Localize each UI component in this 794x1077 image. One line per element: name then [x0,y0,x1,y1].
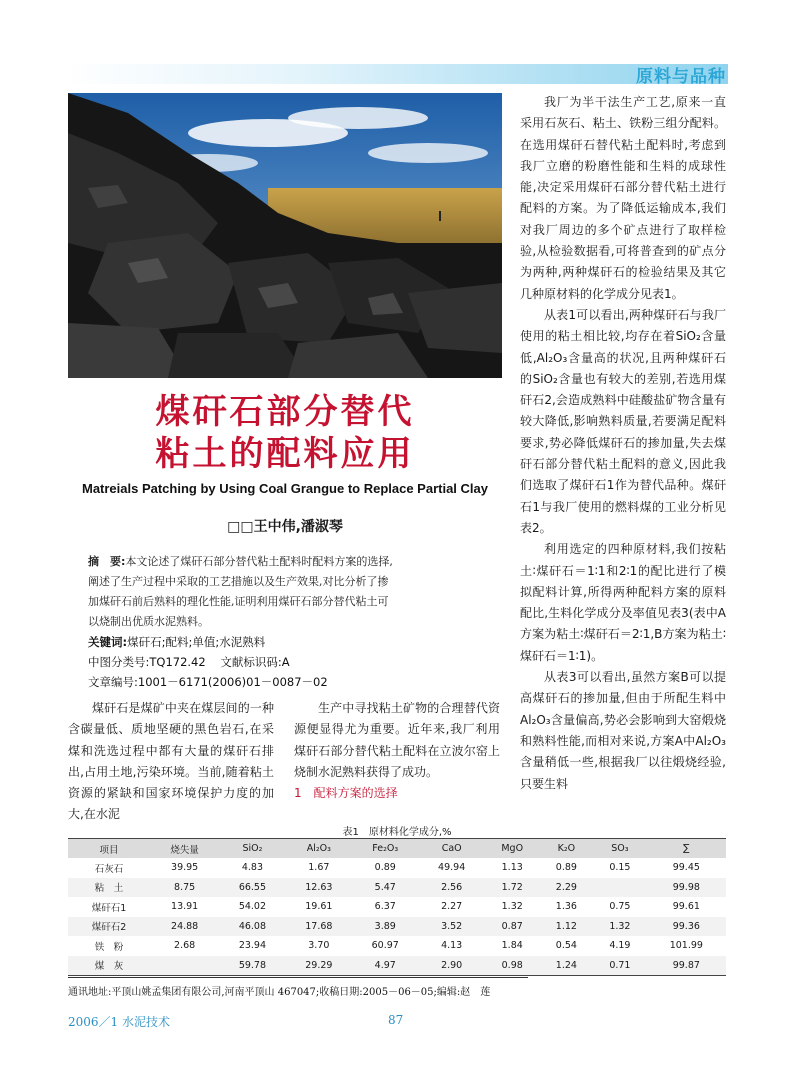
paragraph: 利用选定的四种原材料,我们按粘土∶煤矸石＝1∶1和2∶1的配比进行了模拟配料计算,所得两种配料方案的原料配比,生料化学成分及率值见表3(表中A方案为粘土∶煤矸石＝2∶1,B方案为粘土∶煤矸石＝1∶1)。 [520,542,726,663]
table-row [68,858,726,878]
table-cell: 1.32 [593,917,647,937]
paragraph: 我厂为半干法生产工艺,原来一直采用石灰石、粘土、铁粉三组分配料。在选用煤矸石替代粘土配料时,考虑到我厂立磨的粉磨性能和生料的成球性能,决定采用煤矸石部分替代粘土进行配料的方案。为了降低运输成本,我们对我厂周边的多个矿点进行了取样检验,从检验数据看,可将普查到的矿点分为两种,两种煤矸石的检验结果及其它几种原材料的化学成分见表1。 [520,95,726,301]
table-cell: 1.24 [540,956,594,976]
body-column-middle [294,698,500,804]
section-header: 原料与品种 [636,67,726,87]
table-cell: 1.72 [485,878,540,898]
table-header-cell: CaO [418,839,484,859]
table-cell: 101.99 [647,936,726,956]
table-cell: 99.61 [647,897,726,917]
table-cell: 19.61 [286,897,352,917]
publication-info: 2006／1 水泥技术 [68,1015,170,1029]
abstract-line: 加煤矸石前后熟料的理化性能,证明利用煤矸石部分替代粘土可 [88,595,389,608]
article-number-value: 1001－6171(2006)01－0087－02 [137,675,328,689]
table-row [68,878,726,898]
table-header-cell: SiO₂ [219,839,285,859]
page-number: 87 [388,1013,404,1027]
table-row [68,917,726,937]
table-cell: 煤矸石2 [68,917,150,937]
header-bar [64,64,728,84]
table-header-cell: Al₂O₃ [286,839,352,859]
table-cell: 0.15 [593,858,647,878]
table-cell: 2.68 [150,936,219,956]
table-cell [150,956,219,976]
classification-label: 中图分类号: [88,655,150,669]
body-column-left [68,698,274,826]
table-cell: 4.83 [219,858,285,878]
table-cell: 46.08 [219,917,285,937]
table-cell: 0.54 [540,936,594,956]
table-cell: 1.84 [485,936,540,956]
table-caption: 表1 原材料化学成分,% [342,827,452,838]
table-cell: 石灰石 [68,858,150,878]
table-header-cell: 项目 [68,839,150,859]
table-cell: 4.97 [352,956,418,976]
table-row [68,936,726,956]
table-cell: 23.94 [219,936,285,956]
table-cell: 1.67 [286,858,352,878]
table-cell: 3.89 [352,917,418,937]
table-header-cell: MgO [485,839,540,859]
table-cell: 59.78 [219,956,285,976]
table-header-cell: K₂O [540,839,594,859]
table-cell [593,878,647,898]
classification [88,652,494,672]
table-cell: 99.36 [647,917,726,937]
abstract-label: 摘 要: [88,555,126,568]
article-number-label: 文章编号: [88,675,138,689]
doc-code-label: 文献标识码: [220,655,282,669]
table-cell: 39.95 [150,858,219,878]
table-cell: 0.87 [485,917,540,937]
table-cell: 4.19 [593,936,647,956]
table-cell: 29.29 [286,956,352,976]
section-heading: 1 配料方案的选择 [294,786,398,801]
paragraph: 生产中寻找粘土矿物的合理替代资源便显得尤为重要。近年来,我厂利用煤矸石部分替代粘土配料在立波尔窑上烧制水泥熟料获得了成功。 [294,701,500,779]
table-cell: 99.87 [647,956,726,976]
table-cell: 1.13 [485,858,540,878]
table-cell: 煤矸石1 [68,897,150,917]
authors: □□王中伟,潘淑琴 [227,519,343,535]
table-cell: 17.68 [286,917,352,937]
table-cell: 0.89 [352,858,418,878]
table-cell: 3.70 [286,936,352,956]
table-cell: 0.75 [593,897,647,917]
keywords-value: 煤矸石;配料;单值;水泥熟料 [127,635,266,649]
table-cell: 54.02 [219,897,285,917]
footnote-divider [68,977,528,978]
title-line-2: 粘土的配料应用 [155,434,415,474]
paragraph: 从表1可以看出,两种煤矸石与我厂使用的粘土相比较,均存在着SiO₂含量低,Al₂O₃含量高的状况,且两种煤矸石的SiO₂含量也有较大的差别,若选用煤矸石2,会造成熟料中硅酸盐矿物含量有较大降低,影响熟料质量,若要满足配料要求,势必降低煤矸石的掺加量,失去煤矸石部分替代粘土配料的意义,因此我们选取了煤矸石1作为替代品种。煤矸石1与我厂使用的燃料煤的工业分析见表2。 [520,307,726,535]
table-cell: 2.56 [418,878,484,898]
table-cell: 1.36 [540,897,594,917]
table-cell: 66.55 [219,878,285,898]
abstract-text: 本文论述了煤矸石部分替代粘土配料时配料方案的选择, [125,555,393,568]
table-cell: 0.89 [540,858,594,878]
keywords [88,632,494,652]
title-line-1: 煤矸石部分替代 [155,392,415,432]
table-cell: 煤 灰 [68,956,150,976]
table-cell: 铁 粉 [68,936,150,956]
footnote: 通讯地址:平顶山姚孟集团有限公司,河南平顶山 467047;收稿日期:2005－06－05;编辑:赵 莲 [68,987,491,998]
table-cell: 12.63 [286,878,352,898]
table-cell: 2.27 [418,897,484,917]
table-cell: 49.94 [418,858,484,878]
table-cell: 粘 土 [68,878,150,898]
table-cell: 99.45 [647,858,726,878]
coal-gangue-photo [68,93,502,378]
classification-value: TQ172.42 [149,655,206,669]
table-header-cell: SO₃ [593,839,647,859]
table-cell: 13.91 [150,897,219,917]
article-number [88,672,494,692]
table-row [68,956,726,976]
paragraph: 煤矸石是煤矿中夹在煤层间的一种含碳量低、质地坚硬的黑色岩石,在采煤和洗选过程中都有大量的煤矸石排出,占用土地,污染环境。当前,随着粘土资源的紧缺和国家环境保护力度的加大,在水泥 [68,701,274,822]
paragraph: 从表3可以看出,虽然方案B可以提高煤矸石的掺加量,但由于所配生料中Al₂O₃含量偏高,势必会影响到大窑煅烧和熟料性能,而相对来说,方案A中Al₂O₃含量稍低一些,根据我厂以往煅烧经验,只要生料 [520,670,726,791]
photo-illustration [68,93,502,378]
table-cell: 2.29 [540,878,594,898]
table-cell: 8.75 [150,878,219,898]
table-cell: 4.13 [418,936,484,956]
table-row [68,897,726,917]
table-header-cell: Fe₂O₃ [352,839,418,859]
table-cell: 24.88 [150,917,219,937]
abstract-line: 阐述了生产过程中采取的工艺措施以及生产效果,对比分析了掺 [88,575,389,588]
table-cell: 99.98 [647,878,726,898]
body-column-right [520,92,726,795]
abstract-block [88,552,494,692]
table-header-row [68,839,726,859]
abstract-line [88,552,494,572]
table-cell: 0.98 [485,956,540,976]
abstract-line: 以烧制出优质水泥熟料。 [88,615,209,628]
table-header-cell: 烧失量 [150,839,219,859]
table-cell: 2.90 [418,956,484,976]
english-title: Matreials Patching by Using Coal Grangue to Replace Partial Clay [81,481,488,496]
table-cell: 60.97 [352,936,418,956]
table-header-cell: ∑ [647,839,726,859]
table-cell: 1.12 [540,917,594,937]
table-cell: 5.47 [352,878,418,898]
keywords-label: 关键词: [88,635,128,649]
table-cell: 1.32 [485,897,540,917]
doc-code-value: A [281,655,290,669]
table-cell: 3.52 [418,917,484,937]
composition-table [68,838,726,976]
table-cell: 6.37 [352,897,418,917]
table-cell: 0.71 [593,956,647,976]
